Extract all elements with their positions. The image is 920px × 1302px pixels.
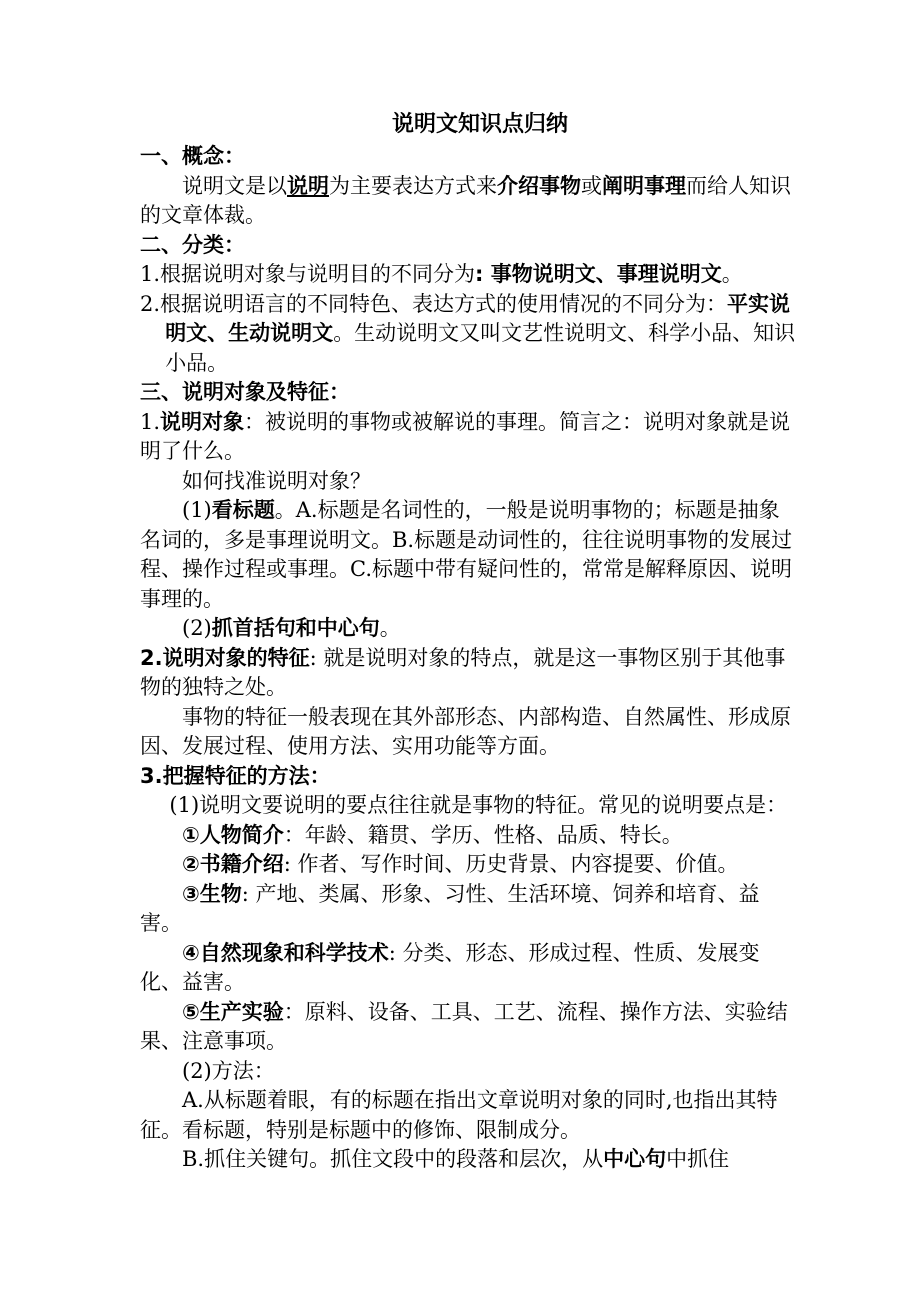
section-heading-classification: 二、分类： [140,232,245,257]
object-definition [140,408,800,467]
emphasis: ③生物 [182,881,242,906]
emphasis: 2.说明对象的特征 [140,645,310,670]
document-title: 说明文知识点归纳 [391,112,568,137]
example-organism [140,880,800,939]
emphasis: 中心句 [603,1147,667,1171]
emphasis: 阐明事理 [602,173,686,198]
text: ：被说明的事物或被解说的事理。简言之：说明对象就是说明了什么。 [140,409,791,463]
tip-central-sentence [140,614,800,644]
text: : 就是说明对象的特点，就是这一事物区别于其他事物的独特之处。 [140,645,786,699]
emphasis: ④自然现象和科学技术 [182,940,389,965]
feature-definition [140,644,800,703]
emphasis: ②书籍介绍 [182,852,284,876]
text: : 分类、形态、形成过程、性质、发展变化、益害。 [140,940,760,994]
emphasis: 平实说明文、生动说明文 [165,291,791,345]
text: 说明文是以 [182,173,287,198]
feature-paragraph: 事物的特征一般表现在其外部形态、内部构造、自然属性、形成原因、发展过程、使用方法、实用功能等方面。 [140,704,791,758]
example-person [140,821,800,851]
section-heading-concept: 一、概念： [140,144,245,168]
method-point-1: (1)说明文要说明的要点往往就是事物的特征。常见的说明要点是： [169,793,788,817]
example-book [140,850,800,880]
emphasis: 说明 [287,173,329,198]
example-nature-science [140,939,800,998]
emphasis: 抓首括句和中心句 [211,616,380,640]
method-a: A.从标题着眼，有的标题在指出文章说明对象的同时,也指出其特征。看标题，特别是标题中的修饰、限制成分。 [140,1088,778,1142]
text: (1) [182,498,212,522]
method-heading: 3.把握特征的方法： [140,763,331,788]
emphasis: 介绍事物 [497,173,581,198]
concept-paragraph [140,172,800,231]
text: 或 [581,173,602,198]
text: 中抓住 [666,1147,730,1171]
emphasis: 看标题 [211,498,275,522]
text: 而给人知识的文章体裁。 [140,173,791,227]
text: : 产地、类属、形象、习性、生活环境、饲养和培育、益害。 [140,881,760,935]
emphasis: : 事物说明文、事理说明文 [475,262,722,286]
emphasis: ⑤生产实验 [182,999,284,1024]
text: 1.根据说明对象与说明目的不同分为 [140,262,476,286]
emphasis: 说明对象 [160,409,245,434]
document-page [140,108,800,1175]
text: (2) [182,616,212,640]
text: 2.根据说明语言的不同特色、表达方式的使用情况的不同分为： [140,291,728,316]
classification-item-2 [140,290,800,379]
text: B.抓住关键句。抓住文段中的段落和层次，从 [182,1147,604,1171]
text: 。A.标题是名词性的，一般是说明事物的；标题是抽象名词的，多是事理说明文。B.标题是动词性的，往往说明事物的发展过程、操作过程或事理。C.标题中带有疑问性的，常常是解释原因、说明事理的。 [140,498,793,611]
text: 。 [379,616,401,640]
classification-item-1 [140,260,800,290]
text: 。 [721,262,743,286]
example-production [140,998,800,1057]
text: ：原料、设备、工具、工艺、流程、操作方法、实验结果、注意事项。 [140,999,788,1053]
emphasis: ①人物简介 [182,822,284,847]
text: ：年龄、籍贯、学历、性格、品质、特长。 [283,822,683,847]
section-heading-object: 三、说明对象及特征： [140,380,350,404]
text: 1. [140,409,161,434]
method-b [140,1145,800,1175]
text: : 作者、写作时间、历史背景、内容提要、价值。 [283,852,739,876]
method-point-2: (2)方法： [182,1058,275,1083]
text: 。生动说明文又叫文艺性说明文、科学小品、知识小品。 [165,321,796,375]
text: 为主要表达方式来 [329,173,497,198]
tip-title [140,496,800,614]
object-question: 如何找准说明对象？ [182,468,371,493]
